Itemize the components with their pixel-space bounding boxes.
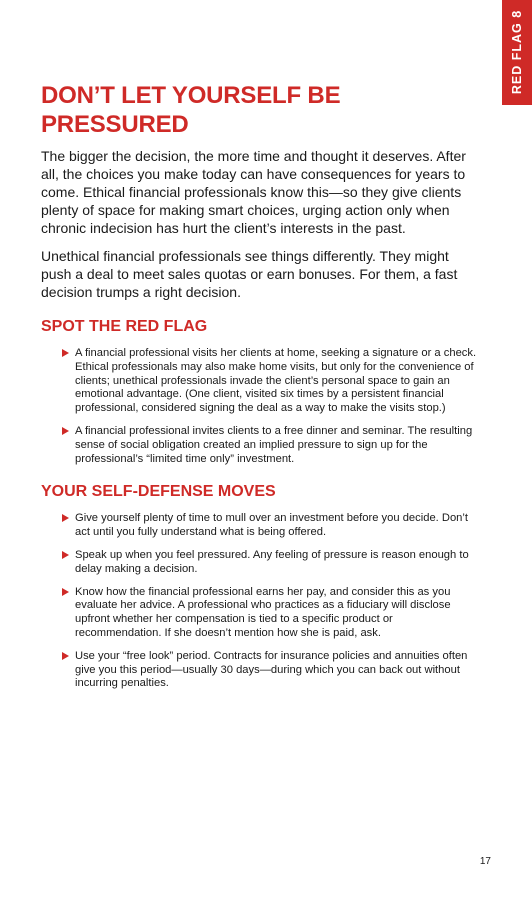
self-defense-list xyxy=(41,512,481,691)
page-number: 17 xyxy=(479,856,491,867)
list-item-text: A financial professional invites clients to a free dinner and seminar. The resulting sense of social obligation created an implied pressure to sign up for the professional’s “limited time only” investment. xyxy=(75,424,473,465)
list-item xyxy=(62,549,481,577)
bullet-triangle-icon xyxy=(62,349,69,357)
list-item xyxy=(62,347,481,416)
red-flag-list xyxy=(41,347,481,466)
list-item-text: Use your “free look” period. Contracts for insurance policies and annuities often give you this period—usually 30 days—during which you can back out without incurring penalties. xyxy=(75,649,468,690)
bullet-triangle-icon xyxy=(62,652,69,660)
bullet-triangle-icon xyxy=(62,427,69,435)
intro-paragraph-2: Unethical financial professionals see things differently. They might push a deal to meet sales quotas or earn bonuses. For them, a fast decision trumps a right decision. xyxy=(41,248,458,300)
bullet-triangle-icon xyxy=(62,588,69,596)
list-item xyxy=(62,586,481,641)
list-item xyxy=(62,650,481,691)
list-item xyxy=(62,512,481,540)
page-title: DON’T LET YOURSELF BE PRESSURED xyxy=(41,82,341,138)
bullet-triangle-icon xyxy=(62,551,69,559)
list-item-text: Give yourself plenty of time to mull over an investment before you decide. Don’t act until you fully understand what is being offered. xyxy=(75,512,468,539)
list-item-text: Know how the financial professional earns her pay, and consider this as you evaluate her advice. A professional who practices as a fiduciary will disclose upfront whether her compensation is tied to a specific product or recommendation. If she doesn’t mention how she is paid, ask. xyxy=(75,585,451,639)
section-heading-red-flag: SPOT THE RED FLAG xyxy=(41,318,208,335)
section-heading-self-defense: YOUR SELF-DEFENSE MOVES xyxy=(41,483,276,501)
page-content xyxy=(41,81,481,700)
list-item-text: A financial professional visits her clients at home, seeking a signature or a check. Ethical professionals may also make home visits, but only for the convenience of clients; unethical professionals invade the client’s personal space to gain an emotional advantage. (One client, visited six times by a persistent financial professional, considered signing the deal as a way to make the visits stop.) xyxy=(75,347,477,415)
intro-paragraph-1: The bigger the decision, the more time and thought it deserves. After all, the choices you make today can have consequences for years to come. Ethical financial professionals know this—so they give clients plenty of space for making smart choices, urging action only when chronic indecision has hurt the client’s interests in the past. xyxy=(41,148,466,236)
side-tab-label: RED FLAG 8 xyxy=(510,9,524,95)
red-flag-side-tab xyxy=(502,0,532,105)
bullet-triangle-icon xyxy=(62,514,69,522)
list-item-text: Speak up when you feel pressured. Any feeling of pressure is reason enough to delay making a decision. xyxy=(75,548,469,575)
list-item xyxy=(62,425,481,466)
